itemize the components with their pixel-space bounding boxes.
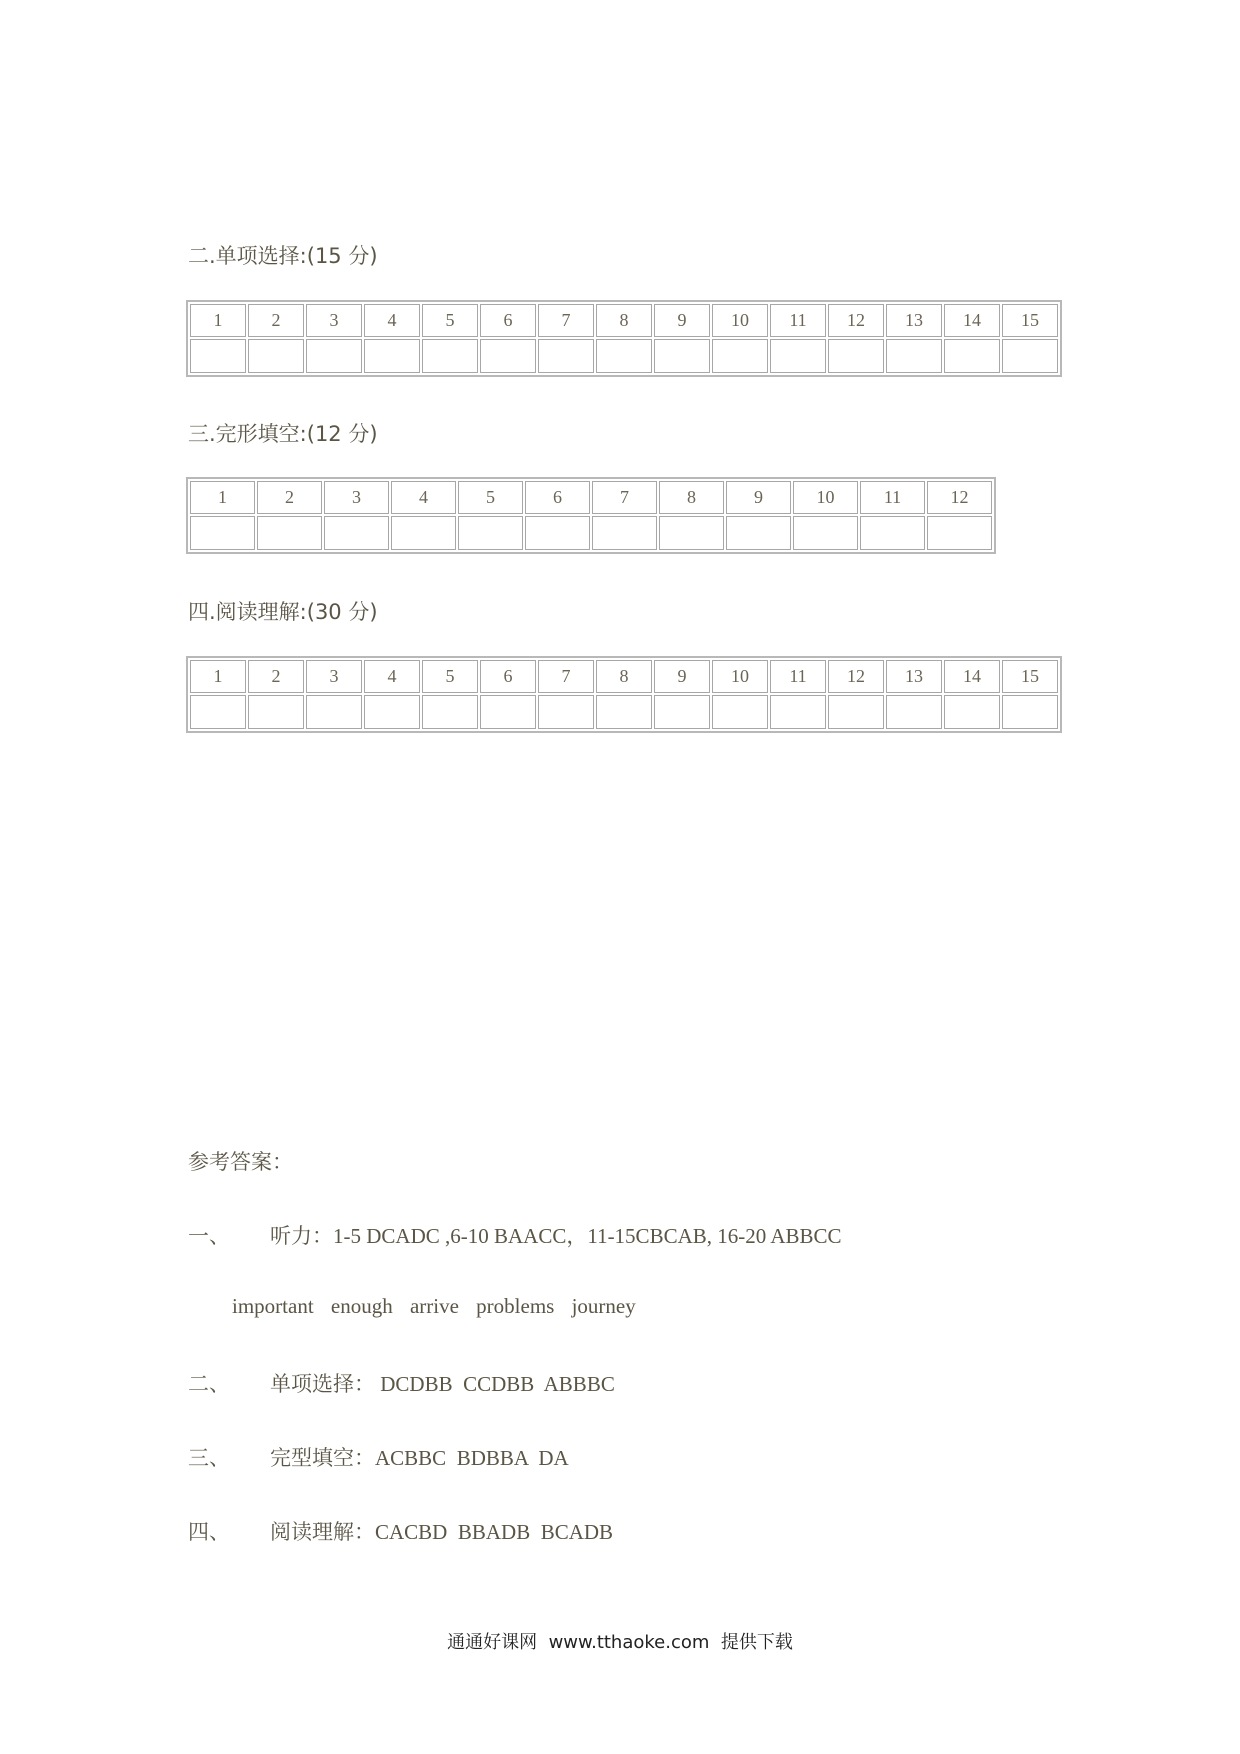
question-number-cell: 11 [860, 481, 925, 514]
question-number-cell: 9 [654, 660, 710, 693]
question-number-cell: 2 [248, 304, 304, 337]
answer-cell[interactable] [726, 516, 791, 550]
answer-cell[interactable] [770, 695, 826, 729]
question-number-cell: 12 [828, 304, 884, 337]
answer-row [190, 339, 1058, 373]
answer-text: ACBBC BDBBA DA [375, 1446, 569, 1470]
question-number-cell: 1 [190, 304, 246, 337]
answer-cell[interactable] [712, 339, 768, 373]
question-number-cell: 1 [190, 481, 255, 514]
answer-cell[interactable] [793, 516, 858, 550]
answer-cell[interactable] [860, 516, 925, 550]
question-number-cell: 4 [391, 481, 456, 514]
question-number-cell: 8 [596, 660, 652, 693]
answer-cell[interactable] [391, 516, 456, 550]
answer-cell[interactable] [525, 516, 590, 550]
answer-cell[interactable] [538, 695, 594, 729]
answer-cell[interactable] [190, 516, 255, 550]
answer-number: 三、 [188, 1446, 230, 1470]
answer-cell[interactable] [596, 695, 652, 729]
answer-cell[interactable] [538, 339, 594, 373]
question-number-cell: 2 [248, 660, 304, 693]
question-number-cell: 15 [1002, 304, 1058, 337]
number-row [190, 481, 992, 514]
answer-cell[interactable] [927, 516, 992, 550]
answer-line-4 [188, 1516, 613, 1546]
answer-cell[interactable] [324, 516, 389, 550]
answer-cell[interactable] [306, 695, 362, 729]
answer-text: 1-5 DCADC ,6-10 BAACC，11-15CBCAB, 16-20 ABBCC [333, 1224, 842, 1248]
question-number-cell: 7 [592, 481, 657, 514]
answer-cell[interactable] [828, 339, 884, 373]
question-number-cell: 13 [886, 660, 942, 693]
question-number-cell: 5 [422, 660, 478, 693]
answer-cell[interactable] [248, 339, 304, 373]
answer-label: 完型填空： [270, 1446, 375, 1470]
question-number-cell: 6 [480, 660, 536, 693]
question-number-cell: 12 [828, 660, 884, 693]
answer-cell[interactable] [248, 695, 304, 729]
question-number-cell: 1 [190, 660, 246, 693]
question-number-cell: 10 [712, 304, 768, 337]
answer-cell[interactable] [257, 516, 322, 550]
number-row [190, 304, 1058, 337]
question-number-cell: 7 [538, 660, 594, 693]
answer-label: 单项选择： [270, 1372, 375, 1396]
answer-text: CACBD BBADB BCADB [375, 1520, 614, 1544]
question-number-cell: 6 [480, 304, 536, 337]
answers-title: 参考答案： [188, 1150, 293, 1174]
question-number-cell: 4 [364, 304, 420, 337]
answer-line-1 [188, 1220, 842, 1250]
question-number-cell: 6 [525, 481, 590, 514]
answer-cell[interactable] [364, 339, 420, 373]
question-number-cell: 3 [306, 304, 362, 337]
question-number-cell: 11 [770, 660, 826, 693]
answer-label: 阅读理解： [270, 1520, 375, 1544]
section-3-heading: 三.完形填空:(12 分) [188, 422, 378, 446]
answer-cell[interactable] [480, 695, 536, 729]
question-number-cell: 15 [1002, 660, 1058, 693]
answer-cell[interactable] [886, 695, 942, 729]
question-number-cell: 2 [257, 481, 322, 514]
section-2-heading: 二.单项选择:(15 分) [188, 244, 378, 268]
answer-cell[interactable] [458, 516, 523, 550]
answer-cell[interactable] [592, 516, 657, 550]
listening-words: important enough arrive problems journey [232, 1294, 636, 1318]
answer-cell[interactable] [944, 339, 1000, 373]
question-number-cell: 3 [324, 481, 389, 514]
answer-cell[interactable] [712, 695, 768, 729]
answer-cell[interactable] [480, 339, 536, 373]
question-number-cell: 14 [944, 304, 1000, 337]
question-number-cell: 9 [726, 481, 791, 514]
question-number-cell: 10 [712, 660, 768, 693]
answer-row [190, 516, 992, 550]
answer-grid-2 [186, 300, 1062, 377]
question-number-cell: 14 [944, 660, 1000, 693]
question-number-cell: 11 [770, 304, 826, 337]
answer-cell[interactable] [596, 339, 652, 373]
answer-cell[interactable] [654, 695, 710, 729]
answer-grid-3 [186, 477, 996, 554]
question-number-cell: 5 [422, 304, 478, 337]
answer-number: 一、 [188, 1224, 230, 1248]
answer-cell[interactable] [828, 695, 884, 729]
answer-cell[interactable] [770, 339, 826, 373]
footer-credit: 通通好课网 www.tthaoke.com 提供下载 [447, 1632, 793, 1653]
question-number-cell: 4 [364, 660, 420, 693]
question-number-cell: 5 [458, 481, 523, 514]
answer-cell[interactable] [190, 695, 246, 729]
answer-line-2 [188, 1368, 615, 1398]
answer-cell[interactable] [886, 339, 942, 373]
section-4-heading: 四.阅读理解:(30 分) [188, 600, 378, 624]
answer-number: 四、 [188, 1520, 230, 1544]
question-number-cell: 10 [793, 481, 858, 514]
answer-cell[interactable] [364, 695, 420, 729]
answer-number: 二、 [188, 1372, 230, 1396]
number-row [190, 660, 1058, 693]
answer-row [190, 695, 1058, 729]
question-number-cell: 7 [538, 304, 594, 337]
answer-cell[interactable] [422, 695, 478, 729]
answer-cell[interactable] [654, 339, 710, 373]
answer-cell[interactable] [306, 339, 362, 373]
answer-cell[interactable] [422, 339, 478, 373]
answer-cell[interactable] [1002, 339, 1058, 373]
answer-cell[interactable] [944, 695, 1000, 729]
answer-grid-4 [186, 656, 1062, 733]
question-number-cell: 12 [927, 481, 992, 514]
question-number-cell: 3 [306, 660, 362, 693]
answer-text: DCDBB CCDBB ABBBC [375, 1372, 615, 1396]
answer-cell[interactable] [1002, 695, 1058, 729]
question-number-cell: 9 [654, 304, 710, 337]
question-number-cell: 8 [596, 304, 652, 337]
question-number-cell: 8 [659, 481, 724, 514]
answer-cell[interactable] [190, 339, 246, 373]
answer-cell[interactable] [659, 516, 724, 550]
answer-line-3 [188, 1442, 569, 1472]
answer-label: 听力： [270, 1224, 333, 1248]
question-number-cell: 13 [886, 304, 942, 337]
